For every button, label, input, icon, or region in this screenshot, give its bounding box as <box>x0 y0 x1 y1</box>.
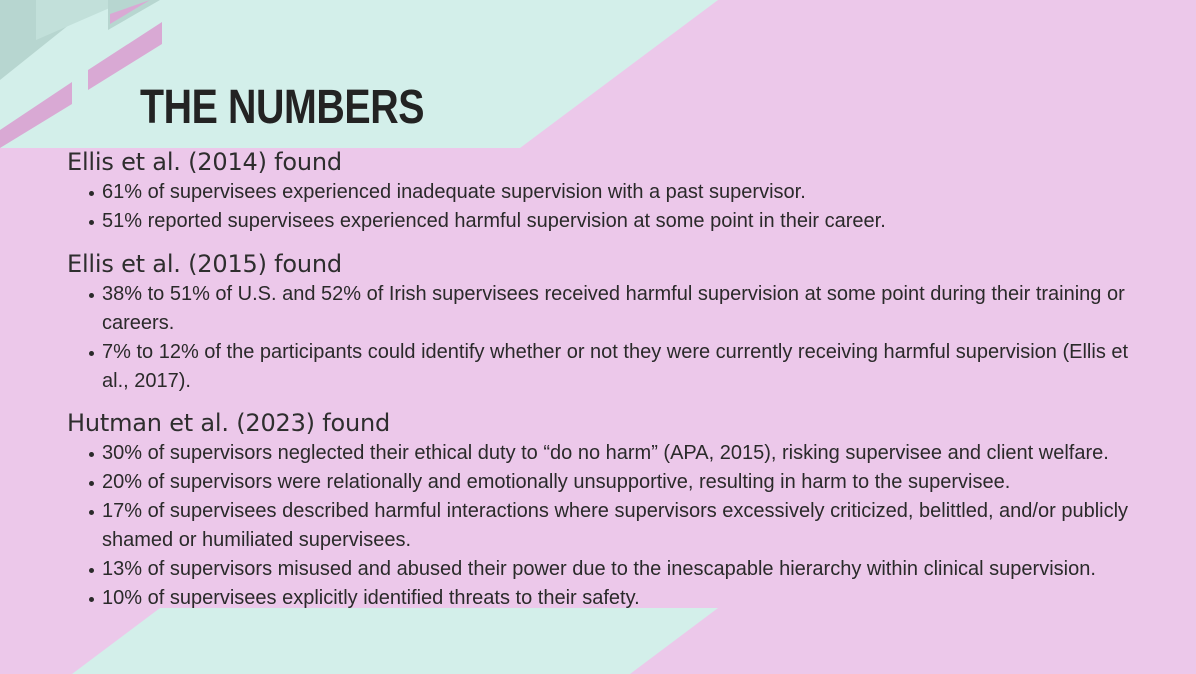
list-item: 7% to 12% of the participants could identify whether or not they were currently receiving harmful supervision (Ellis et al., 2017). <box>67 338 1147 396</box>
list-item: 10% of supervisees explicitly identified threats to their safety. <box>67 584 1147 613</box>
list-item: 17% of supervisees described harmful interactions where supervisors excessively criticized, belittled, and/or publicly shamed or humiliated supervisees. <box>67 497 1147 555</box>
list-item: 38% to 51% of U.S. and 52% of Irish supervisees received harmful supervision at some point during their training or careers. <box>67 280 1147 338</box>
section-hutman-2023 <box>67 409 1147 613</box>
list-item: 51% reported supervisees experienced harmful supervision at some point in their career. <box>67 207 1147 236</box>
slide-title: THE NUMBERS <box>140 81 425 134</box>
section-heading: Ellis et al. (2014) found <box>67 148 342 176</box>
bullet-list <box>67 178 1147 236</box>
list-item: 30% of supervisors neglected their ethical duty to “do no harm” (APA, 2015), risking supervisee and client welfare. <box>67 439 1147 468</box>
list-item: 61% of supervisees experienced inadequate supervision with a past supervisor. <box>67 178 1147 207</box>
bullet-list <box>67 439 1147 613</box>
bullet-list <box>67 280 1147 396</box>
section-heading: Hutman et al. (2023) found <box>67 409 391 437</box>
section-ellis-2014 <box>67 148 1147 236</box>
list-item: 13% of supervisors misused and abused their power due to the inescapable hierarchy within clinical supervision. <box>67 555 1147 584</box>
list-item: 20% of supervisors were relationally and emotionally unsupportive, resulting in harm to the supervisee. <box>67 468 1147 497</box>
section-ellis-2015 <box>67 250 1147 396</box>
section-heading: Ellis et al. (2015) found <box>67 250 342 278</box>
